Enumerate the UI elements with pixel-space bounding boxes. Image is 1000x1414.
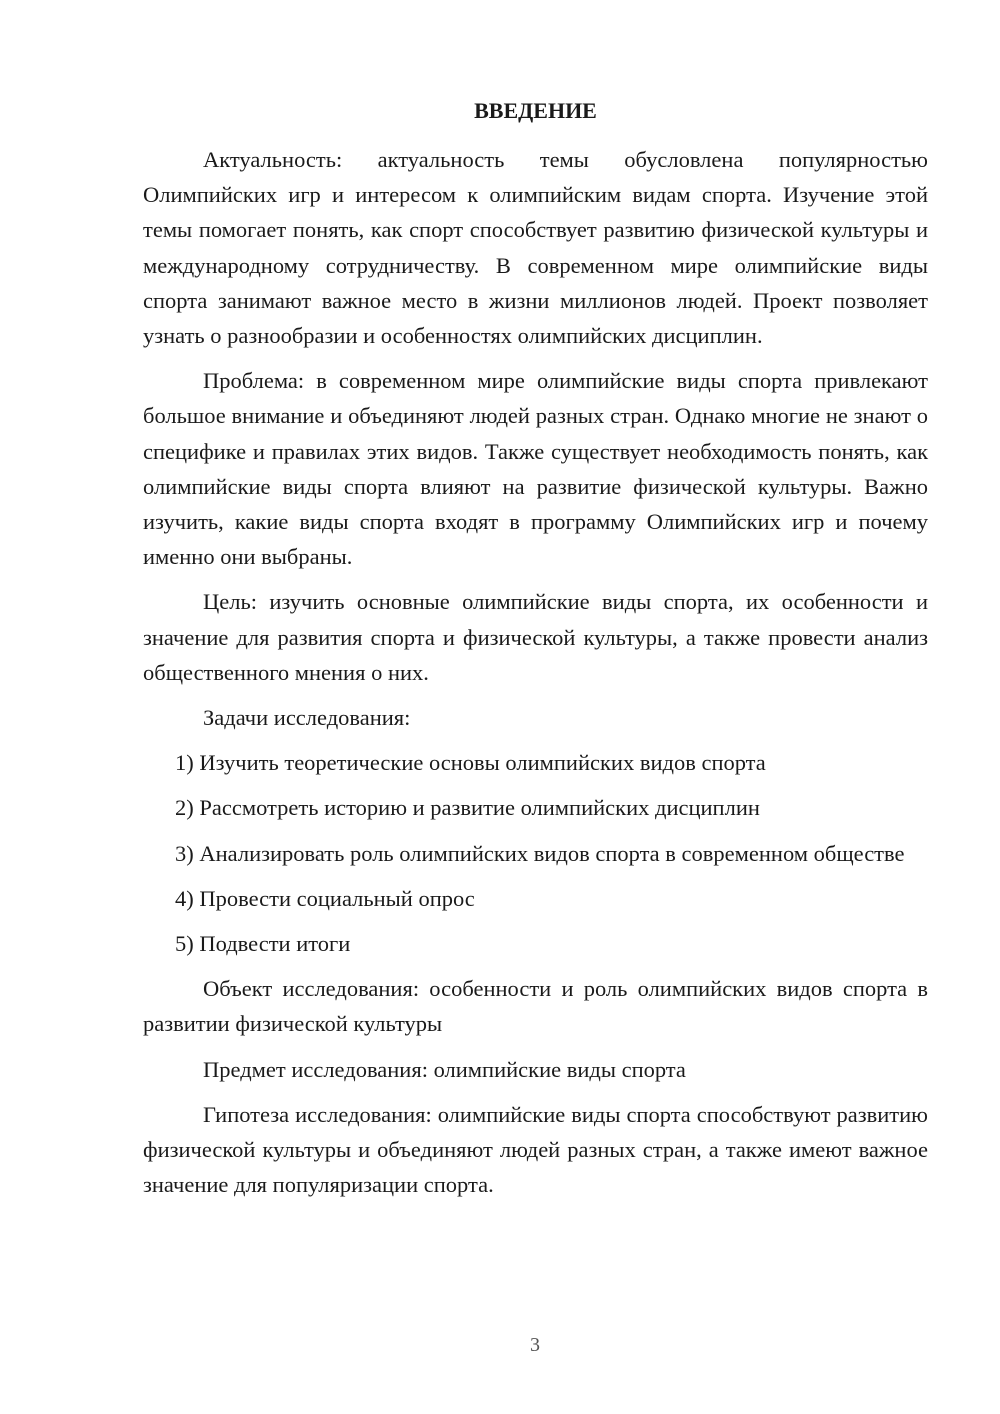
task-item: 1) Изучить теоретические основы олимпийских видов спорта bbox=[175, 750, 766, 776]
subject-paragraph: Предмет исследования: олимпийские виды спорта bbox=[203, 1056, 686, 1082]
page-number: 3 bbox=[530, 1334, 540, 1356]
problem-paragraph: Проблема: в современном мире олимпийские виды спорта привлекают большое внимание и объединяют людей разных стран. Однако многие не знают о специфике и правилах этих видов. Также существует необходимость понять, как олимпийские виды спорта влияют на развитие физической культуры. Важно изучить, какие виды спорта входят в программу Олимпийских игр и почему именно они выбраны. bbox=[143, 368, 928, 570]
relevance-paragraph: Актуальность: актуальность темы обусловлена популярностью Олимпийских игр и интересом к олимпийским видам спорта. Изучение этой темы помогает понять, как спорт способствует развитию физической культуры и международному сотрудничеству. В современном мире олимпийские виды спорта занимают важное место в жизни миллионов людей. Проект позволяет узнать о разнообразии и особенностях олимпийских дисциплин. bbox=[143, 147, 928, 349]
object-paragraph: Объект исследования: особенности и роль олимпийских видов спорта в развитии физической культуры bbox=[143, 976, 928, 1037]
tasks-heading: Задачи исследования: bbox=[203, 705, 411, 731]
task-item: 4) Провести социальный опрос bbox=[175, 885, 475, 911]
goal-paragraph: Цель: изучить основные олимпийские виды спорта, их особенности и значение для развития спорта и физической культуры, а также провести анализ общественного мнения о них. bbox=[143, 589, 928, 685]
hypothesis-paragraph: Гипотеза исследования: олимпийские виды спорта способствуют развитию физической культуры и объединяют людей разных стран, а также имеют важное значение для популяризации спорта. bbox=[143, 1101, 928, 1198]
document-page bbox=[143, 94, 928, 1212]
task-item: 2) Рассмотреть историю и развитие олимпийских дисциплин bbox=[175, 795, 760, 821]
document-title: ВВЕДЕНИЕ bbox=[474, 98, 597, 123]
task-item: 3) Анализировать роль олимпийских видов спорта в современном обществе bbox=[175, 840, 905, 866]
task-item: 5) Подвести итоги bbox=[175, 931, 351, 957]
tasks-list bbox=[143, 745, 928, 961]
